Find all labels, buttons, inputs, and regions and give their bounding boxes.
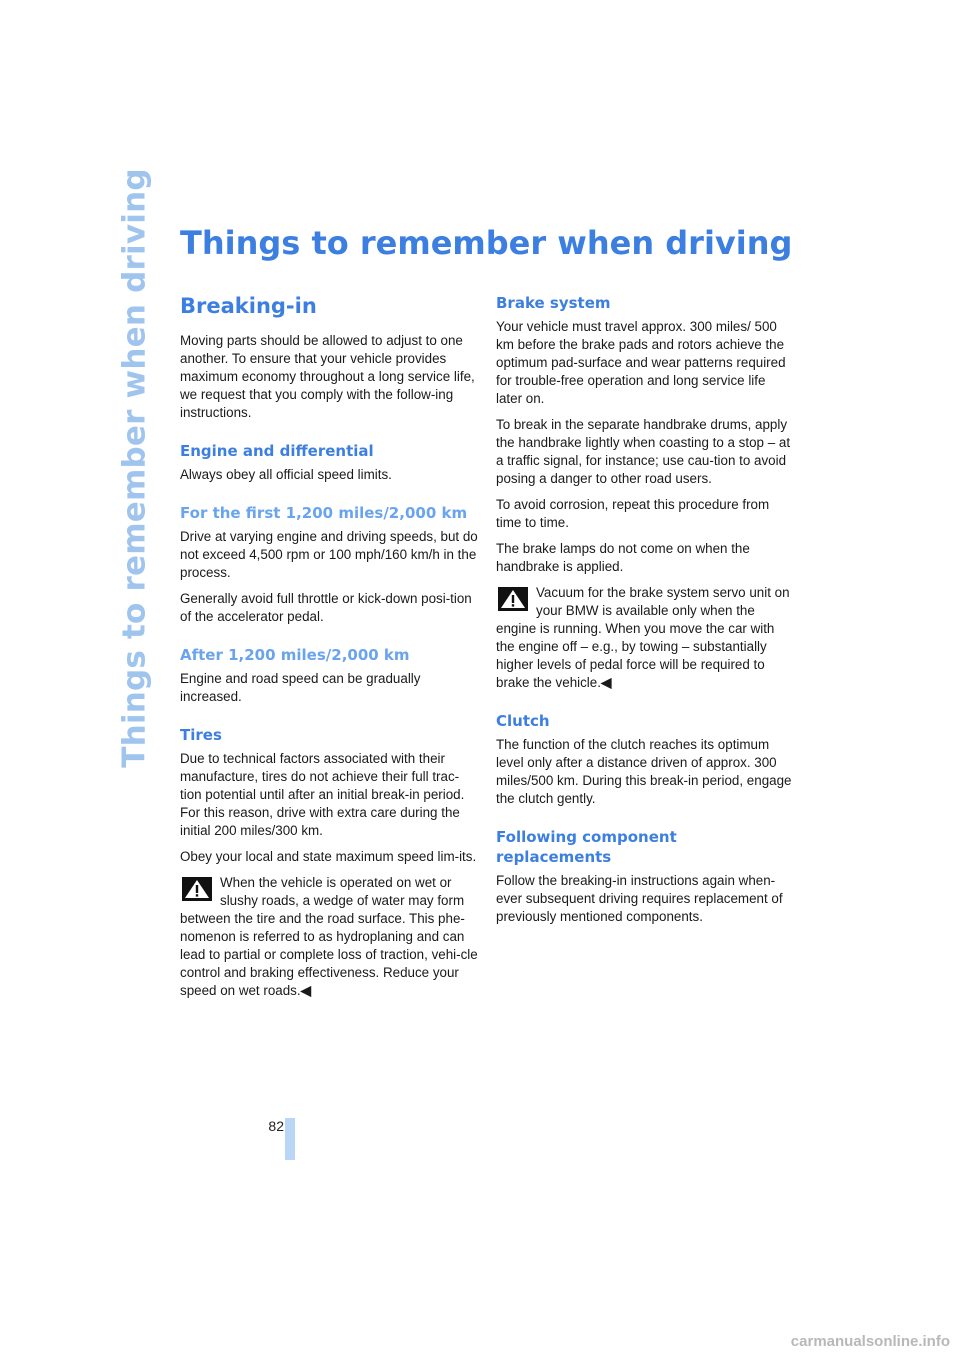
engine-text: Always obey all official speed limits. (180, 467, 392, 482)
brake-system-p3: To avoid corrosion, repeat this procedure from time to time. (496, 497, 770, 530)
breaking-in-heading: Breaking-in (180, 294, 317, 318)
brake-warning (496, 584, 794, 692)
tires-p2: Obey your local and state maximum speed lim-its. (180, 849, 477, 864)
page-number: 82 (268, 1118, 284, 1134)
first-1200-p1: Drive at varying engine and driving speeds, but do not exceed 4,500 rpm or 100 mph/160 km/h in the process. (180, 529, 478, 580)
brake-system-p4: The brake lamps do not come on when the handbrake is applied. (496, 541, 750, 574)
sidebar-chapter-title (112, 168, 158, 768)
warning-triangle-icon (498, 587, 528, 611)
brake-system-heading: Brake system (496, 294, 611, 312)
tires-heading: Tires (180, 726, 222, 744)
brake-system-p2: To break in the separate handbrake drums, apply the handbrake lightly when coasting to a stop – at a traffic signal, for instance; use cau-tion to avoid posing a danger to other road users. (496, 417, 791, 486)
tires-warning-text: When the vehicle is operated on wet or slushy roads, a wedge of water may form between the tire and the road surface. This phe-nomenon is referred to as hydroplaning and can lead to partial or complete loss of traction, vehi-cle control and braking effectiveness. Reduce your speed on wet roads. (180, 875, 478, 998)
page-number-bar (285, 1118, 295, 1160)
clutch-text: The function of the clutch reaches its optimum level only after a distance driven of approx. 300 miles/500 km. During this break-in period, engage the clutch gently. (496, 737, 792, 806)
left-column (180, 293, 478, 1008)
component-heading: Following component replacements (496, 828, 677, 866)
tires-p1: Due to technical factors associated with their manufacture, tires do not achieve their full trac-tion potential until after an initial break-in period. For this reason, drive with extra care during the initial 200 miles/300 km. (180, 751, 465, 838)
page-title: Things to remember when driving (180, 224, 793, 262)
warning-triangle-icon (182, 877, 212, 901)
brake-warning-text: Vacuum for the brake system servo unit on your BMW is available only when the engine is running. When you move the car with the engine off – e.g., by towing – substantially higher levels of pedal force will be required to brake the vehicle. (496, 585, 790, 690)
right-column (496, 293, 794, 934)
clutch-heading: Clutch (496, 712, 550, 730)
brake-system-p1: Your vehicle must travel approx. 300 miles/ 500 km before the brake pads and rotors achieve the optimum pad-surface and wear patterns required for trouble-free operation and long service life later on. (496, 319, 786, 406)
after-1200-text: Engine and road speed can be gradually increased. (180, 671, 421, 704)
first-1200-p2: Generally avoid full throttle or kick-down posi-tion of the accelerator pedal. (180, 591, 472, 624)
end-mark: ◀ (600, 675, 612, 690)
end-mark: ◀ (300, 983, 311, 998)
watermark: carmanualsonline.info (790, 1333, 950, 1350)
sidebar-chapter-title-text: Things to remember when driving (117, 168, 154, 768)
engine-heading: Engine and differential (180, 442, 374, 460)
first-1200-heading: For the first 1,200 miles/2,000 km (180, 504, 468, 522)
after-1200-heading: After 1,200 miles/2,000 km (180, 646, 410, 664)
breaking-in-intro: Moving parts should be allowed to adjust to one another. To ensure that your vehicle provides maximum economy throughout a long service life, we request that you comply with the follow-ing instructions. (180, 333, 475, 420)
tires-warning (180, 874, 478, 1000)
component-text: Follow the breaking-in instructions again when-ever subsequent driving requires replacement of previously mentioned components. (496, 873, 783, 924)
